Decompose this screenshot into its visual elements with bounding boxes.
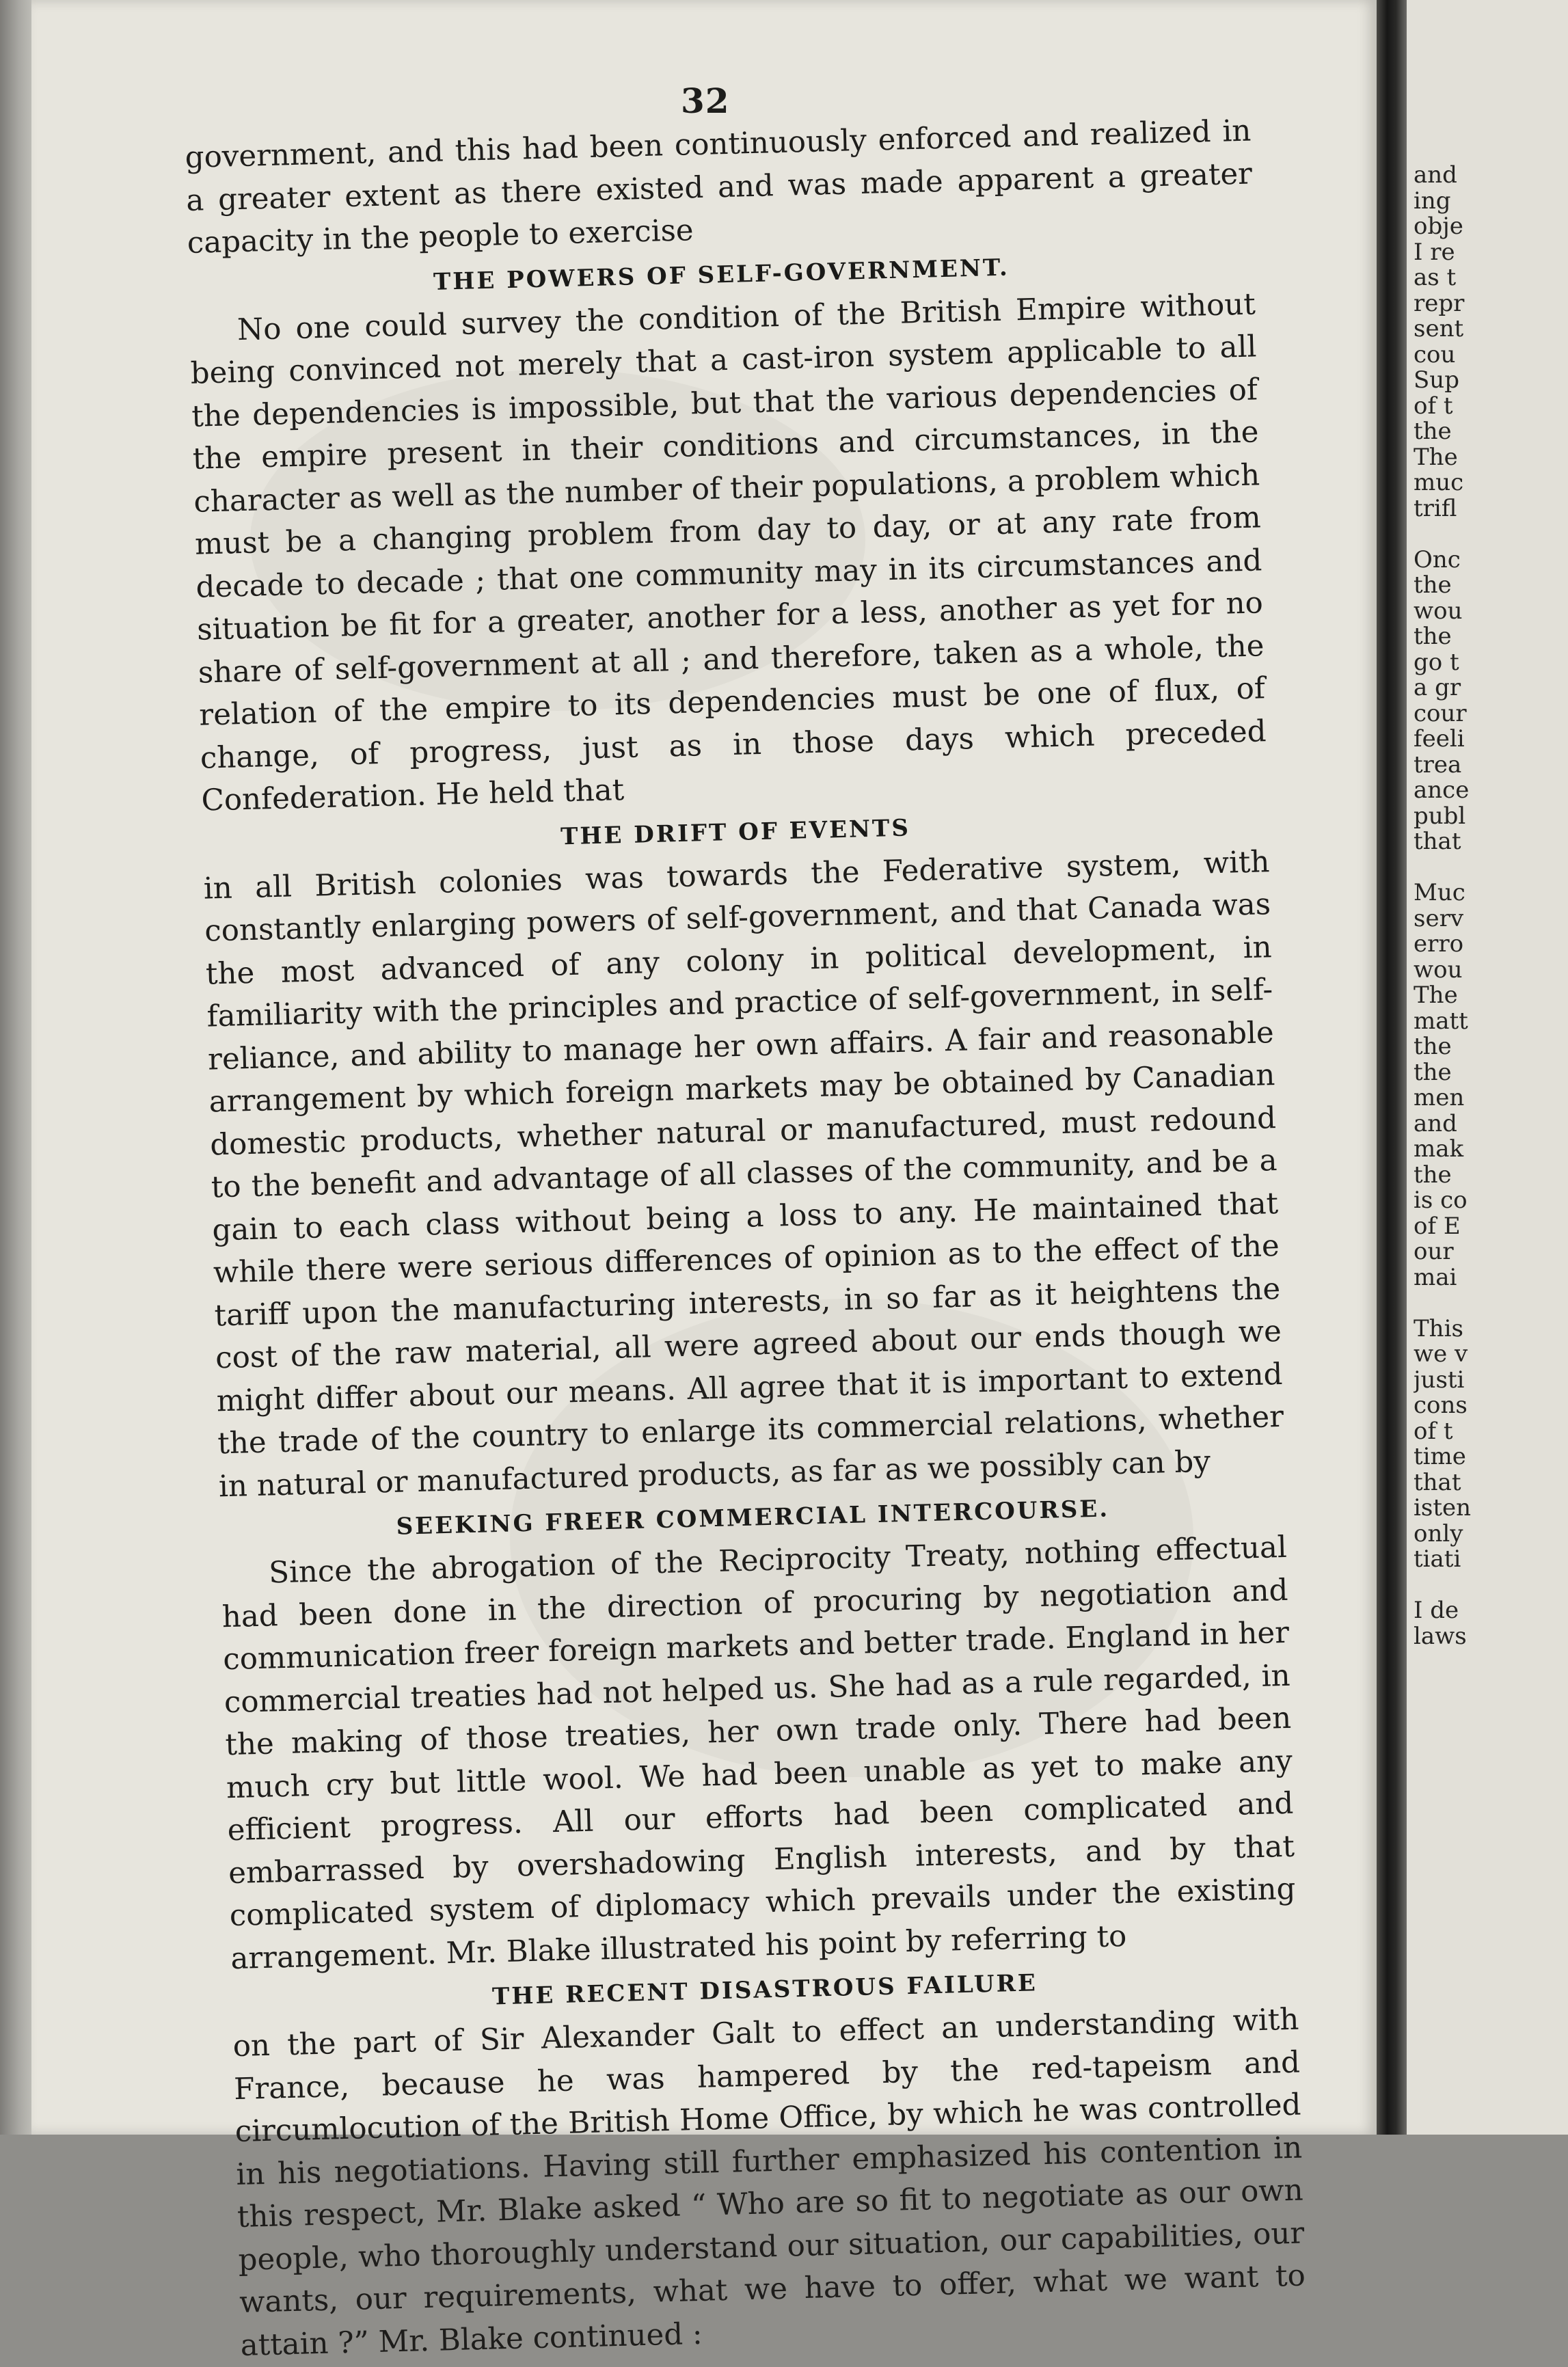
right-page-line-fragment: trifl — [1414, 496, 1457, 522]
right-page-line-fragment: cons — [1414, 1393, 1468, 1419]
right-page-paragraph-gap — [1414, 1573, 1568, 1599]
right-page-line-fragment: matt — [1414, 1008, 1468, 1034]
right-page-line-fragment: that — [1414, 1470, 1461, 1496]
scan-edge-left — [0, 0, 31, 2135]
right-page-line-fragment: repr — [1414, 290, 1465, 316]
right-page-line-fragment: justi — [1414, 1367, 1465, 1393]
right-page-line-fragment: go t — [1414, 649, 1459, 675]
right-page-line-fragment: trea — [1414, 752, 1462, 778]
right-page-line-fragment: we v — [1414, 1342, 1468, 1368]
paragraph: in all British colonies was towards the Federative system, with constantly enlarging powers of self-government, and that Canada was the most advanced of any colony in political development, in familiarity with the principles and practice of self-government, in self-reliance, and ability to manage her own affairs. A fair and reasonable arrangement by which foreign markets may be obtained by Canadian domestic products, whether natural or manufactured, must redound to the benefit and advantage of all classes of the community, and be a gain to each class without being a loss to any. He maintained that while there were serious differences of opinion as to the effect of the tariff upon the manufacturing interests, in so far as it heightens the cost of the raw material, all were agreed about our ends though we might differ about our means. All agree that it is important to extend the trade of the country to enlarge its commercial relations, whether in natural or manufactured products, as far as we possibly can by — [203, 844, 1284, 1504]
right-page-line-fragment: the — [1414, 419, 1452, 445]
right-page-line-fragment: the — [1414, 624, 1452, 650]
right-page-line-fragment: Sup — [1414, 368, 1459, 394]
right-page-line-fragment: of t — [1414, 393, 1453, 419]
right-page-line-fragment: and — [1414, 163, 1457, 189]
right-page-line-fragment: wou — [1414, 598, 1463, 624]
right-page-line-fragment: sent — [1414, 316, 1464, 342]
right-page-line-fragment: Muc — [1414, 880, 1465, 906]
right-page-line-fragment: the — [1414, 1034, 1452, 1060]
right-page-line-fragment: the — [1414, 573, 1452, 599]
right-page-line-fragment: This — [1414, 1316, 1463, 1342]
right-page-line-fragment: serv — [1414, 906, 1464, 932]
section-heading: SEEKING FREER COMMERCIAL INTERCOURSE. — [396, 1495, 1110, 1541]
right-page-line-fragment: erro — [1414, 932, 1464, 958]
right-page-line-fragment: men — [1414, 1085, 1465, 1111]
section-heading: THE POWERS OF SELF-GOVERNMENT. — [433, 254, 1010, 296]
right-page-line-fragment: only — [1414, 1521, 1463, 1547]
right-page-line-fragment: The — [1414, 983, 1458, 1009]
right-page-line-fragment: a gr — [1414, 675, 1461, 701]
right-page-paragraph-gap — [1414, 855, 1568, 881]
right-page-line-fragment: muc — [1414, 470, 1464, 496]
right-page-line-fragment: obje — [1414, 214, 1463, 240]
right-page-paragraph-gap — [1414, 1290, 1568, 1316]
right-page-line-fragment: mak — [1414, 1137, 1464, 1163]
right-page-line-fragment: as t — [1414, 265, 1457, 291]
right-page-line-fragment: feeli — [1414, 727, 1465, 753]
right-page-line-fragment: of E — [1414, 1213, 1461, 1239]
section-heading: THE DRIFT OF EVENTS — [560, 813, 911, 850]
right-page-line-fragment: The — [1414, 444, 1458, 470]
right-page-line-fragment: tiati — [1414, 1547, 1461, 1573]
right-page-line-fragment: publ — [1414, 803, 1466, 829]
right-page-paragraph-gap — [1414, 522, 1568, 547]
right-page-text-fragments — [1414, 163, 1568, 1649]
right-page-line-fragment: I de — [1414, 1598, 1459, 1624]
right-page-line-fragment: I re — [1414, 239, 1455, 265]
right-page-line-fragment: ing — [1414, 188, 1451, 214]
right-page-line-fragment: time — [1414, 1444, 1466, 1470]
right-page-line-fragment: the — [1414, 1162, 1452, 1188]
paragraph: No one could survey the condition of the British Empire without being convinced not merely that a cast-iron system applicable to all the dependencies is impossible, but that the various dependencies of the empire present in their conditions and circumstances, in the character as well as the number of their populations, a problem which must be a changing problem from day to day, or at any rate from decade to decade ; that one community may in its circumstances and situation be fit for a greater, another for a less, another as yet for no share of self-government at all ; and therefore, taken as a whole, the relation of the empire to its dependencies must be one of flux, of change, of progress, just as in those days which preceded Confederation. He held that — [190, 286, 1267, 818]
right-page-line-fragment: ance — [1414, 778, 1470, 804]
right-page-line-fragment: the — [1414, 1059, 1452, 1085]
paragraph: on the part of Sir Alexander Galt to effect an understanding with France, because he was hampered by the red-tapeism and circumlocution of the British Home Office, by which he was controlled in his negotiations. Having still further emphasized his contention in this respect, Mr. Blake asked “ Who are so fit to negotiate as our own people, who thoroughly understand our situation, our capabilities, our wants, our requirements, what we have to offer, what we want to attain ?” Mr. Blake continued : — [232, 2002, 1306, 2363]
right-page — [1407, 0, 1568, 2135]
right-page-line-fragment: wou — [1414, 957, 1463, 983]
paragraph: government, and this had been continuously enforced and realized in a greater extent as there existed and was made apparent a greater capacity in the people to exercise — [185, 113, 1253, 260]
right-page-line-fragment: isten — [1414, 1496, 1472, 1521]
right-page-line-fragment: mai — [1414, 1264, 1457, 1290]
right-page-line-fragment: our — [1414, 1239, 1454, 1265]
section-heading: THE RECENT DISASTROUS FAILURE — [491, 1969, 1038, 2011]
right-page-line-fragment: cour — [1414, 701, 1467, 727]
right-page-line-fragment: laws — [1414, 1623, 1467, 1649]
right-page-line-fragment: and — [1414, 1111, 1457, 1137]
right-page-line-fragment: that — [1414, 829, 1461, 855]
right-page-line-fragment: is co — [1414, 1188, 1468, 1214]
paragraph: Since the abrogation of the Reciprocity Treaty, nothing effectual had been done in the direction of procuring by negotiation and communication freer foreign markets and better trade. England in her commercial treaties had not helped us. She had as a rule regarded, in the making of those treaties, her own trade only. There had been much cry but little wool. We had been unable as yet to make any efficient progress. All our efforts had been complicated and embarrassed by overshadowing English interests, and by that complicated system of diplomacy which prevails under the existing arrangement. Mr. Blake illustrated his point by referring to — [221, 1530, 1297, 1976]
text-column — [185, 110, 1307, 2367]
right-page-line-fragment: cou — [1414, 342, 1456, 368]
right-page-line-fragment: Onc — [1414, 547, 1461, 573]
book-gutter — [1377, 0, 1407, 2135]
right-page-line-fragment: of t — [1414, 1418, 1453, 1444]
page-number: 32 — [681, 81, 730, 121]
